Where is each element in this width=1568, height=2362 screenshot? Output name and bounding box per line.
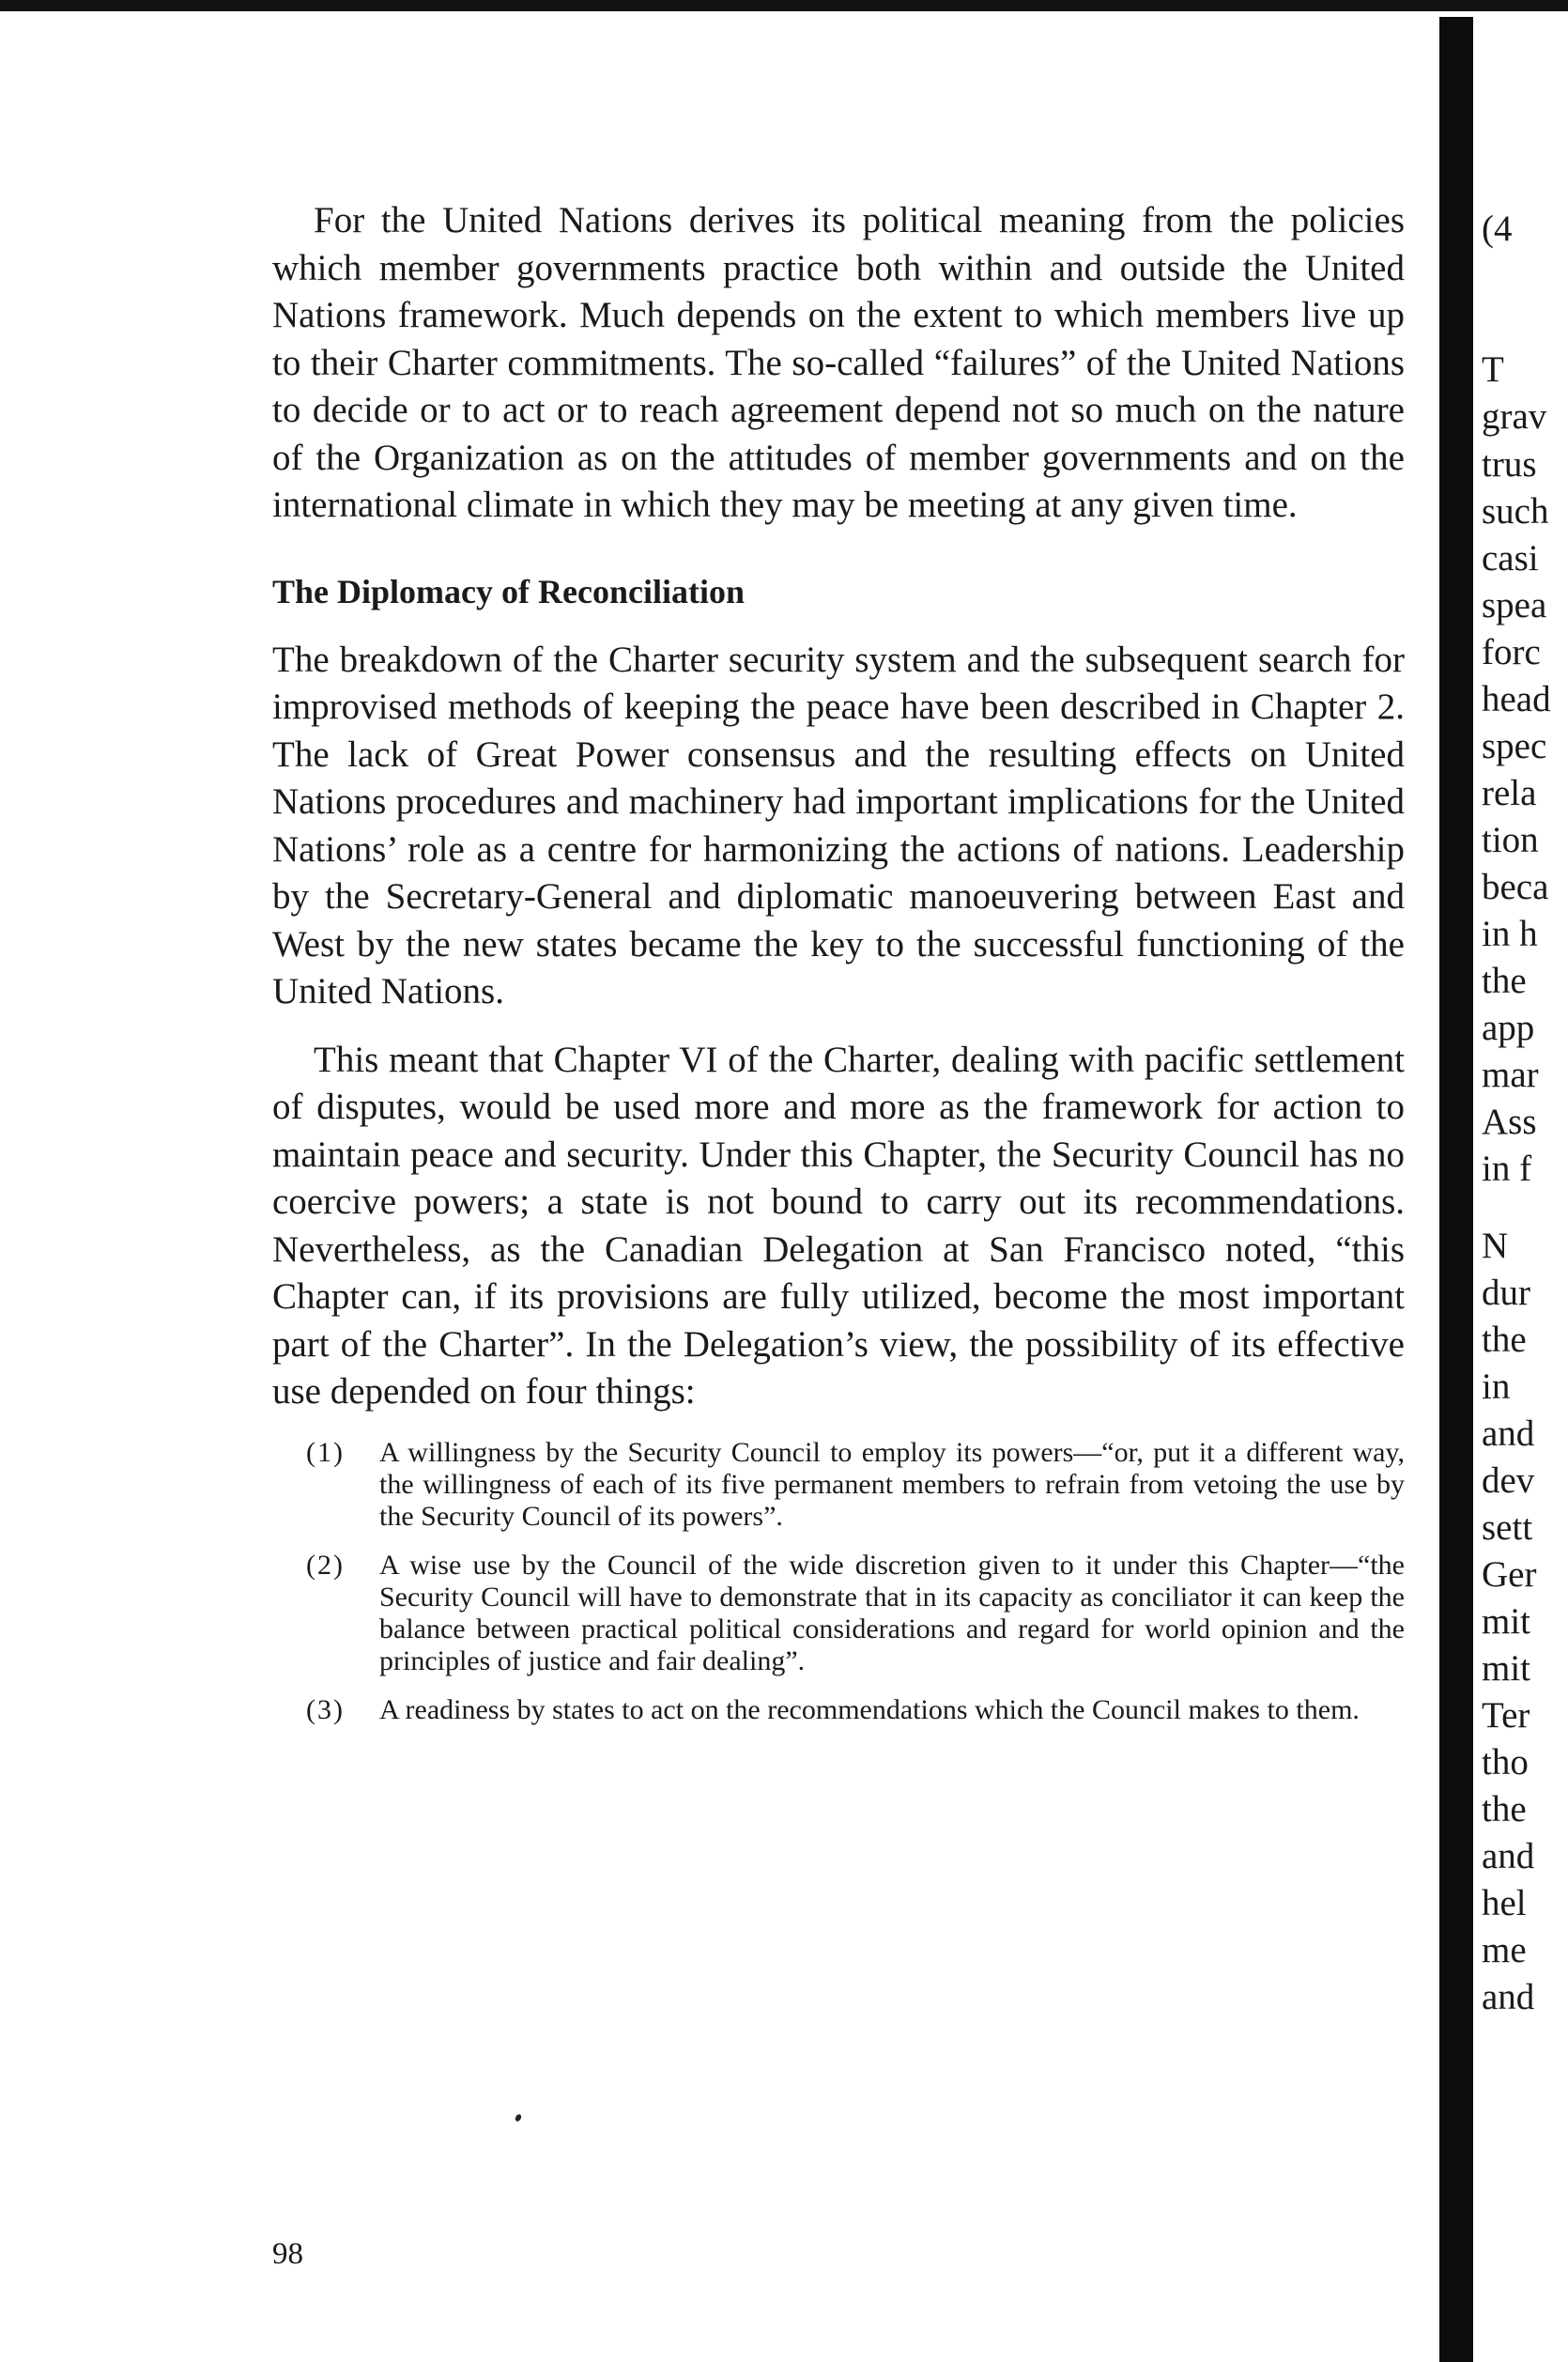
facing-page-fragment: mit [1482,1601,1531,1642]
list-item-number: (1) [306,1436,345,1468]
binding-gutter [1439,17,1473,2362]
paragraph-3: This meant that Chapter VI of the Charter, dealing with pacific settlement of disputes, would be used more and more as the framework for action to maintain peace and security. Under this Chapter, the Security Council has no coercive powers; a state is not bound to carry out its recommendations. Nevertheless, as the Canadian Delegation at San Francisco noted, “this Chapter can, if its provisions are fully utilized, become the most important part of the Charter”. In the Delegation’s view, the possibility of its effective use depended on four things: [272,1039,1405,1412]
facing-page-fragment: mit [1482,1648,1531,1689]
facing-page-fragment: in [1482,1366,1511,1407]
list-item [272,1550,1405,1677]
facing-page-fragment: rela [1482,773,1537,813]
facing-page-fragment: N [1482,1226,1509,1266]
facing-page-fragment: spec [1482,726,1547,766]
facing-page-fragment: Ass [1482,1102,1537,1142]
facing-page-fragment: in h [1482,914,1538,954]
facing-page-fragment: tho [1482,1742,1529,1783]
facing-page-fragment: trus [1482,444,1537,485]
facing-page-fragment: dur [1482,1273,1530,1313]
facing-page-fragment: such [1482,491,1549,532]
list-item [272,1694,1405,1726]
list-item-number: (2) [306,1549,345,1581]
facing-page-fragment: the [1482,961,1527,1001]
facing-page-fragment: hel [1482,1883,1527,1923]
facing-page-fragment: beca [1482,867,1549,907]
facing-page-fragment: tion [1482,820,1539,860]
list-item [272,1437,1405,1533]
facing-page-fragment: mar [1482,1055,1539,1095]
list-item-text: A willingness by the Security Council to employ its powers—“or, put it a different way, the willingness of each of its five permanent members to refrain from vetoing the use by the Security Council of its powers”. [379,1436,1405,1532]
facing-page-fragment: dev [1482,1460,1535,1501]
page-top-edge [0,0,1568,11]
ink-speck [515,2113,523,2123]
facing-page-fragment: head [1482,679,1551,719]
facing-page-fragment: app [1482,1008,1535,1048]
facing-page-fragment: and [1482,1836,1535,1876]
facing-page-fragment: sett [1482,1507,1533,1548]
paragraph-2: The breakdown of the Charter security system and the subsequent search for improvised methods of keeping the peace have been described in Chapter 2. The lack of Great Power consensus and the resulting effects on United Nations procedures and machinery had important implications for the United Nations’ role as a centre for harmonizing the actions of nations. Leadership by the Secretary-General and diplomatic manoeuvering between East and West by the new states became the key to the successful functioning of the United Nations. [272,639,1405,1011]
paragraph-1: For the United Nations derives its political meaning from the policies which member governments practice both within and outside the United Nations framework. Much depends on the extent to which members live up to their Charter commitments. The so-called “failures” of the United Nations to decide or to act or to reach agreement depend not so much on the nature of the Organization as on the attitudes of member governments and on the international climate in which they may be meeting at any given time. [272,200,1405,525]
facing-page-fragment: me [1482,1930,1527,1970]
facing-page-fragment: and [1482,1413,1535,1454]
main-text-column [272,197,1405,1743]
numbered-list [272,1437,1405,1726]
facing-page-fragment: in f [1482,1149,1532,1189]
facing-page-fragment: forc [1482,632,1541,672]
facing-page-fragment: spea [1482,585,1547,625]
list-item-number: (3) [306,1693,345,1725]
facing-page-fragments [1482,0,1568,2362]
facing-page-fragment: and [1482,1977,1535,2017]
facing-page-fragment: T [1482,349,1504,390]
facing-page-fragment: (4 [1482,208,1513,249]
facing-page-fragment: the [1482,1789,1527,1829]
list-item-text: A readiness by states to act on the recommendations which the Council makes to them. [379,1693,1360,1725]
section-heading: The Diplomacy of Reconciliation [272,572,745,610]
facing-page-fragment: Ter [1482,1695,1530,1736]
facing-page-fragment: the [1482,1320,1527,1360]
facing-page-fragment: Ger [1482,1554,1537,1595]
list-item-text: A wise use by the Council of the wide discretion given to it under this Chapter—“the Security Council will have to demonstrate that in its capacity as conciliator it can keep the balance between practical political considerations and regard for world opinion and the principles of justice and fair dealing”. [379,1549,1405,1676]
facing-page-fragment: grav [1482,396,1547,437]
facing-page-fragment: casi [1482,538,1539,579]
page-number: 98 [272,2237,303,2271]
